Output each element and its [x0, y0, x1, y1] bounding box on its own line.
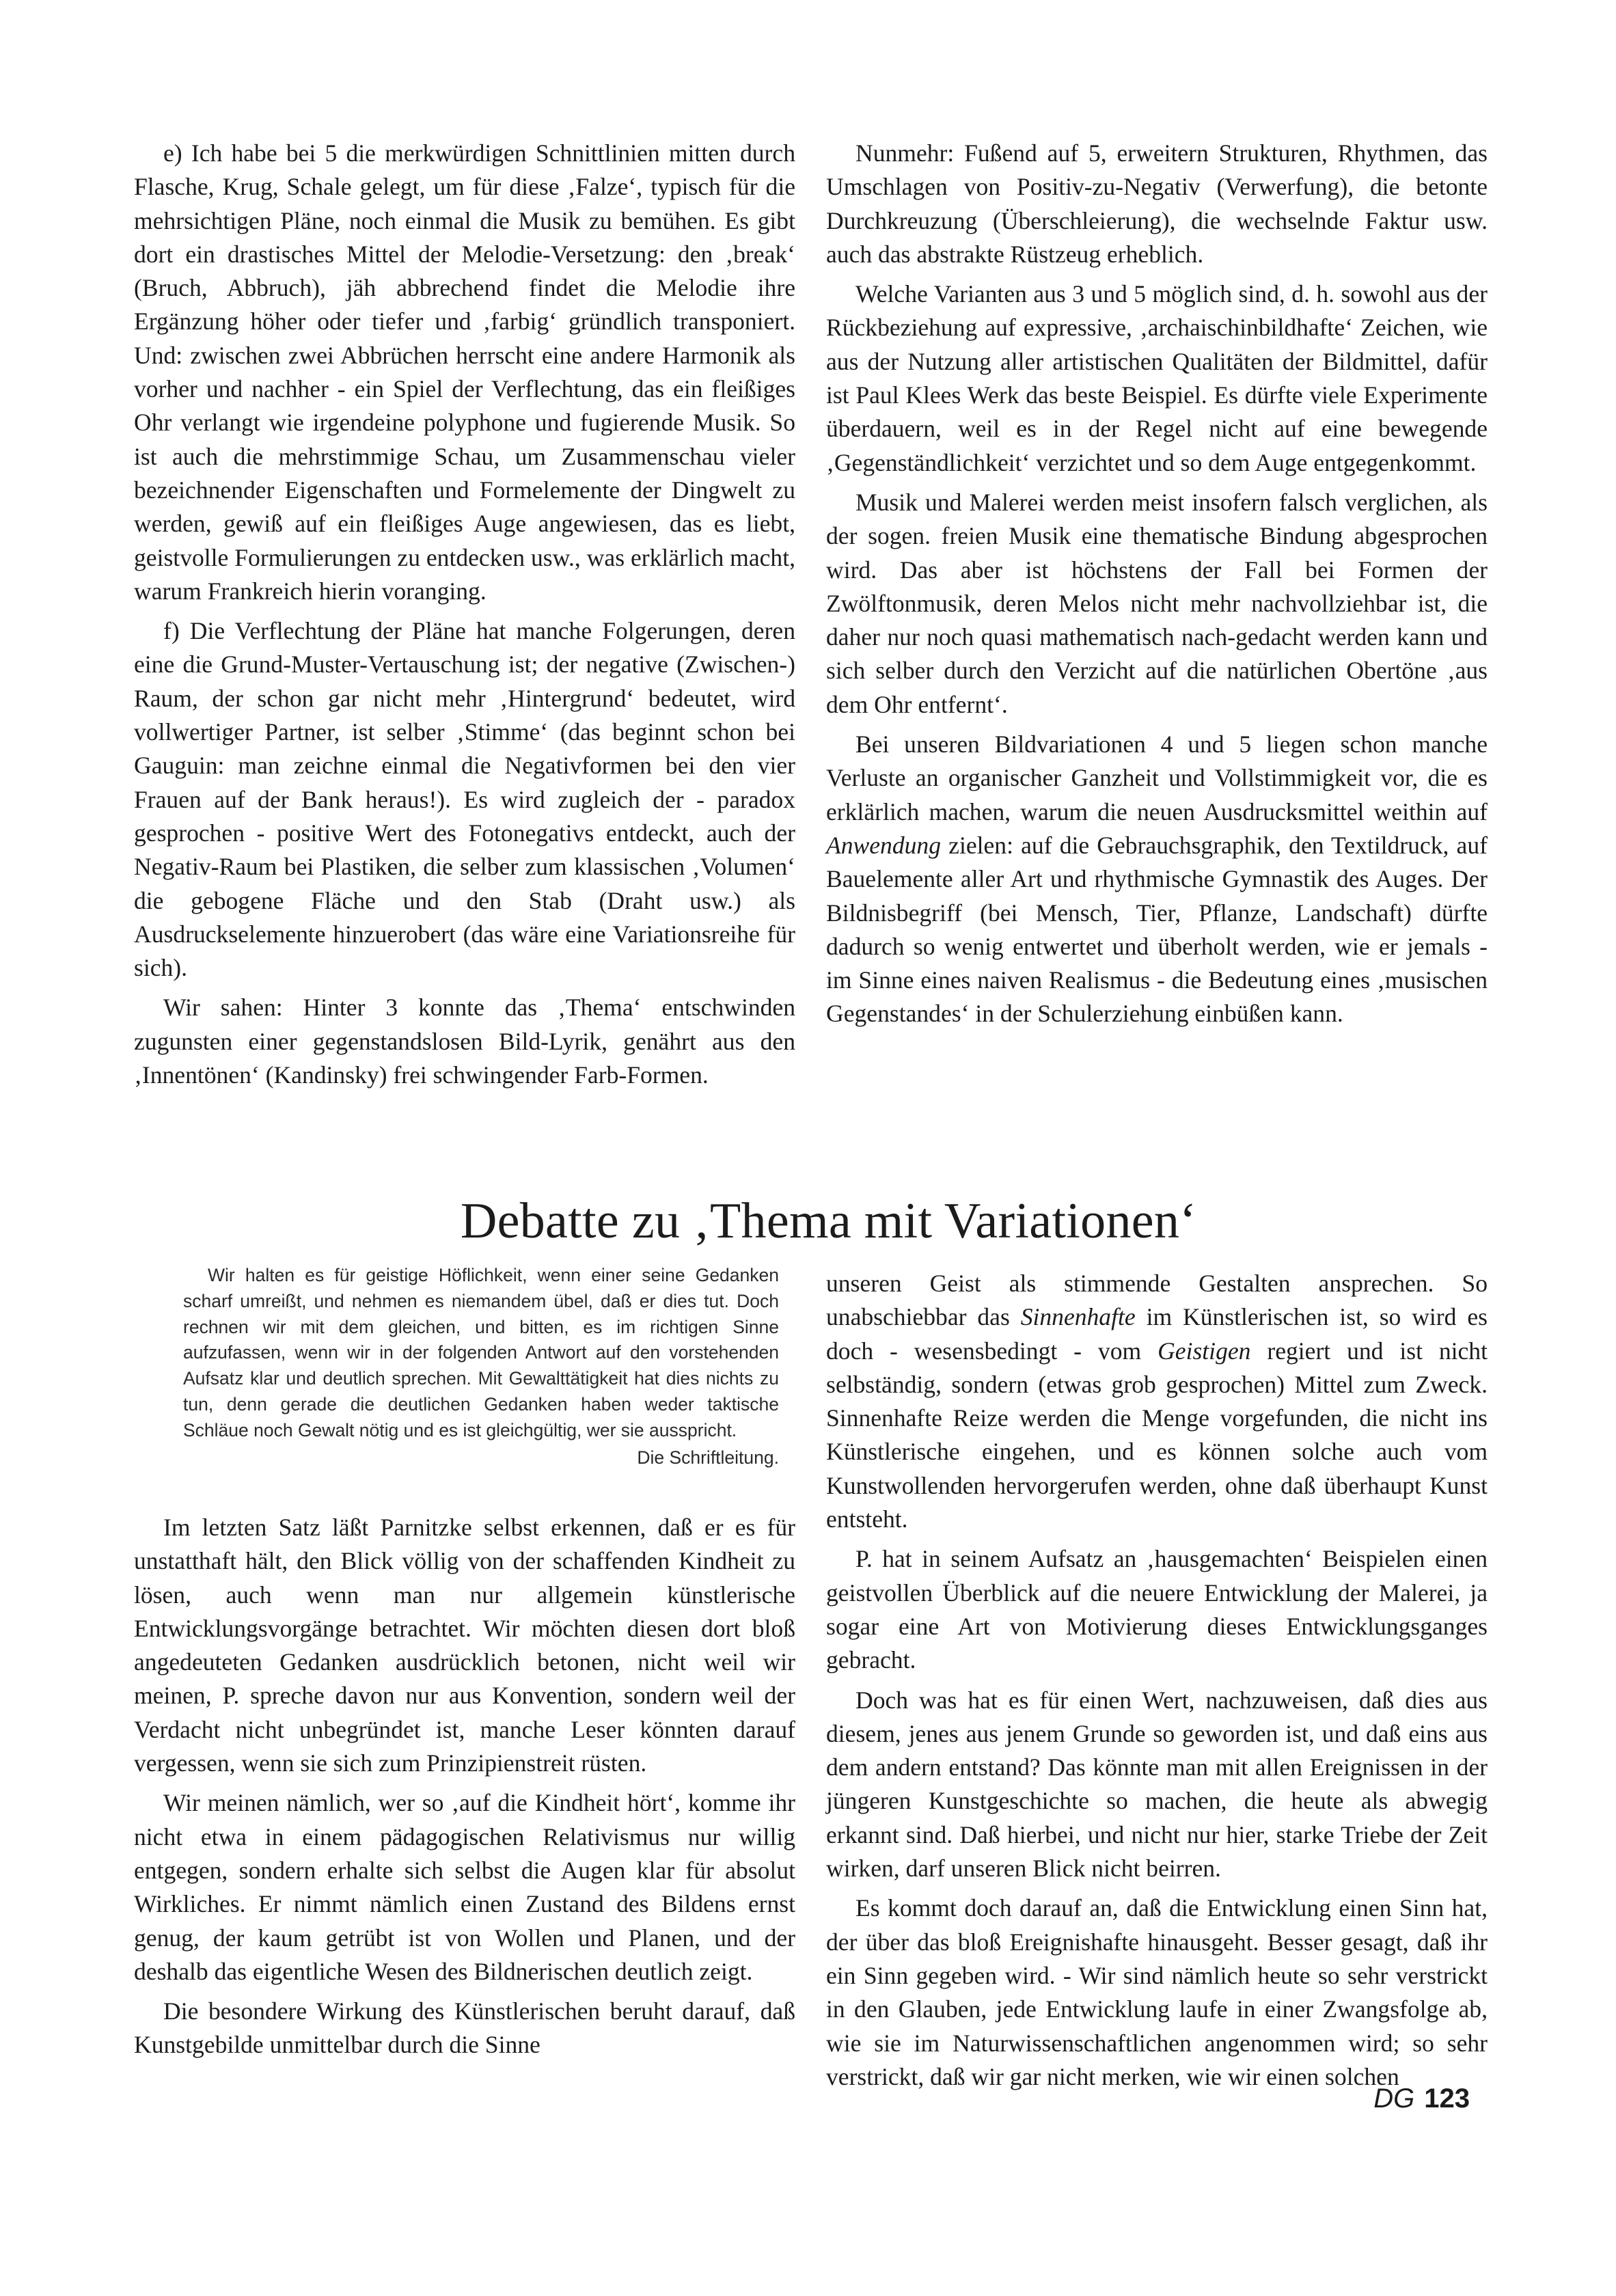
- text-run: zielen: auf die Gebrauchsgraphik, den Textildruck, auf Bauelemente aller Art und rhythmische Gymnastik des Auges. Der Bildnisbegriff (bei Mensch, Tier, Pflanze, Landschaft) dürfte dadurch so wenig entwertet und überholt werden, wie er jemals - im Sinne eines naiven Realismus - die Bedeutung eines ‚musischen Gegenstandes‘ in der Schulerziehung einbüßen kann.: [826, 831, 1488, 1028]
- paragraph: Es kommt doch darauf an, daß die Entwicklung einen Sinn hat, der über das bloß Ereignishafte hinausgeht. Besser gesagt, daß ihr ein Sinn gegeben wird. - Wir sind nämlich heute so sehr verstrickt in den Glauben, jede Entwicklung laufe in einer Zwangsfolge ab, wie sie im Naturwissenschaftlichen angenommen wird; so sehr verstrickt, daß wir gar nicht merken, wie wir einen solchen: [826, 1894, 1488, 2090]
- paragraph: [826, 1267, 1488, 1536]
- paragraph: Nunmehr: Fußend auf 5, erweitern Strukturen, Rhythmen, das Umschlagen von Positiv-zu-Negativ (Verwerfung), die betonte Durchkreuzung (Überschleierung), die wechselnde Faktur usw. auch das abstrakte Rüstzeug erheblich.: [826, 139, 1488, 268]
- text-run: regiert und ist nicht selbständig, sondern (etwas grob gesprochen) Mittel zum Zweck. Sinnenhafte Reize werden die Menge vorgefunden, die nicht ins Künstlerische eingehen, und es können solche auch vom Kunstwollenden hervorgerufen werden, ohne daß überhaupt Kunst entsteht.: [826, 1337, 1488, 1533]
- emphasis-geistigen: Geistigen: [1158, 1337, 1251, 1365]
- paragraph: Doch was hat es für einen Wert, nachzuweisen, daß dies aus diesem, jenes aus jenem Grunde so geworden ist, und daß eins aus dem andern entstand? Das könnte man mit allen Ereignissen in der jüngeren Kunstgeschichte so machen, die heute als abwegig erkannt sind. Daß hierbei, und nicht nur hier, starke Triebe der Zeit wirken, darf unseren Blick nicht beirren.: [826, 1686, 1488, 1883]
- text-run: im Künstlerischen ist, so wird es doch - wesensbedingt - vom: [826, 1303, 1488, 1365]
- paragraph: e) Ich habe bei 5 die merkwürdigen Schnittlinien mitten durch Flasche, Krug, Schale gelegt, um für diese ‚Falze‘, typisch für die mehrsichtigen Pläne, noch einmal die Musik zu bemühen. Es gibt dort ein drastisches Mittel der Melodie-Versetzung: den ‚break‘ (Bruch, Abbruch), jäh abbrechend findet die Melodie ihre Ergänzung höher oder tiefer und ‚farbig‘ gründlich transponiert. Und: zwischen zwei Abbrüchen herrscht eine andere Harmonik als vorher und nachher - ein Spiel der Verflechtung, das ein fleißiges Ohr verlangt wie irgendeine polyphone und fugierende Musik. So ist auch die mehrstimmige Schau, um Zusammenschau vieler bezeichnender Eigenschaften und Formelemente der Dingwelt zu werden, gewiß auf ein fleißiges Auge angewiesen, das es liebt, geistvolle Formulierungen zu entdecken usw., was erklärlich macht, warum Frankreich hierin voranging.: [134, 139, 795, 605]
- text-run: Bei unseren Bildvariationen 4 und 5 liegen schon manche Verluste an organischer Ganzheit und Vollstimmigkeit vor, die es erklärlich machen, warum die neuen Ausdrucksmittel weithin auf: [826, 730, 1488, 825]
- bottom-right-column: [826, 1267, 1488, 2100]
- paragraph: Die besondere Wirkung des Künstlerischen beruht darauf, daß Kunstgebilde unmittelbar durch die Sinne: [134, 1997, 795, 2059]
- paragraph: P. hat in seinem Aufsatz an ‚hausgemachten‘ Beispielen einen geistvollen Überblick auf die neuere Entwicklung der Malerei, ja sogar eine Art von Motivierung dieses Entwicklungsganges gebracht.: [826, 1545, 1488, 1674]
- paragraph: [826, 728, 1488, 1031]
- emphasis-sinnenhafte: Sinnenhafte: [1020, 1303, 1136, 1331]
- paragraph: Welche Varianten aus 3 und 5 möglich sind, d. h. sowohl aus der Rückbeziehung auf expressive, ‚archaischinbildhafte‘ Zeichen, wie aus der Nutzung aller artistischen Qualitäten der Bildmittel, dafür ist Paul Klees Werk das beste Beispiel. Es dürfte viele Experimente überdauern, weil es in der Regel nicht auf eine bewegende ‚Gegenständlichkeit‘ verzichtet und so dem Auge entgegenkommt.: [826, 280, 1488, 476]
- top-right-column: [826, 137, 1488, 1037]
- editorial-note-text: Wir halten es für geistige Höflichkeit, wenn einer seine Gedanken scharf umreißt, und nehmen es niemandem übel, daß er dies tut. Doch rechnen wir mit dem gleichen, und bitten, es im richtigen Sinne aufzufassen, wenn wir in der folgenden Antwort auf den vorstehenden Aufsatz klar und deutlich sprechen. Mit Gewalttätigkeit hat dies nichts zu tun, denn gerade die deutlichen Gedanken haben weder taktische Schläue noch Gewalt nötig und es ist gleichgültig, wer sie ausspricht.: [183, 1265, 779, 1440]
- paragraph: Wir sahen: Hinter 3 konnte das ‚Thema‘ entschwinden zugunsten einer gegenstandslosen Bild-Lyrik, genährt aus den ‚Innentönen‘ (Kandinsky) frei schwingender Farb-Formen.: [134, 994, 795, 1089]
- paragraph: Im letzten Satz läßt Parnitzke selbst erkennen, daß er es für unstatthaft hält, den Blick völlig von der schaffenden Kindheit zu lösen, auch wenn man nur allgemein künstlerische Entwicklungsvorgänge betrachtet. Wir möchten diesen dort bloß angedeuteten Gedanken ausdrücklich betonen, nicht weil wir meinen, P. spreche davon nur aus Konvention, sondern weil der Verdacht nicht unbegründet ist, manche Leser könnten darauf vergessen, wenn sie sich zum Prinzipienstreit rüsten.: [134, 1514, 795, 1777]
- journal-abbreviation: DG: [1373, 2083, 1415, 2114]
- article-title: Debatte zu ‚Thema mit Variationen‘: [460, 1193, 1197, 1249]
- page-footer: [1373, 2082, 1470, 2115]
- page-number: 123: [1424, 2083, 1470, 2114]
- editorial-signature: Die Schriftleitung.: [637, 1447, 779, 1468]
- paragraph: f) Die Verflechtung der Pläne hat manche Folgerungen, deren eine die Grund-Muster-Vertauschung ist; der negative (Zwischen-) Raum, der schon gar nicht mehr ‚Hintergrund‘ bedeutet, wird vollwertiger Partner, ist selber ‚Stimme‘ (das beginnt schon bei Gauguin: man zeichne einmal die Negativformen bei den vier Frauen auf der Bank heraus!). Es wird zugleich der - paradox gesprochen - positive Wert des Fotonegativs entdeckt, auch der Negativ-Raum bei Plastiken, die selber zum klassischen ‚Volumen‘ die gebogene Fläche und den Stab (Draht usw.) als Ausdruckselemente hinzuerobert (das wäre eine Variationsreihe für sich).: [134, 617, 795, 982]
- emphasis-anwendung: Anwendung: [826, 831, 941, 859]
- editorial-note: [183, 1263, 779, 1471]
- bottom-left-column: [134, 1511, 795, 2068]
- top-left-column: [134, 137, 795, 1098]
- text-run: unseren Geist als stimmende Gestalten ansprechen. So unabschiebbar das: [826, 1270, 1488, 1331]
- paragraph: Wir meinen nämlich, wer so ‚auf die Kindheit hört‘, komme ihr nicht etwa in einem pädagogischen Relativismus nur willig entgegen, sondern erhalte sich selbst die Augen klar für absolut Wirkliches. Er nimmt nämlich einen Zustand des Bildens ernst genug, der kaum getrübt ist von Wollen und Planen, und der deshalb das eigentliche Wesen des Bildnerischen deutlich zeigt.: [134, 1789, 795, 1985]
- paragraph: Musik und Malerei werden meist insofern falsch verglichen, als der sogen. freien Musik eine thematische Bindung abgesprochen wird. Das aber ist höchstens der Fall bei Formen der Zwölftonmusik, deren Melos nicht mehr nachvollziehbar ist, die daher nur noch quasi mathematisch nach-gedacht werden kann und sich selber durch den Verzicht auf die natürlichen Obertöne ‚aus dem Ohr entfernt‘.: [826, 488, 1488, 718]
